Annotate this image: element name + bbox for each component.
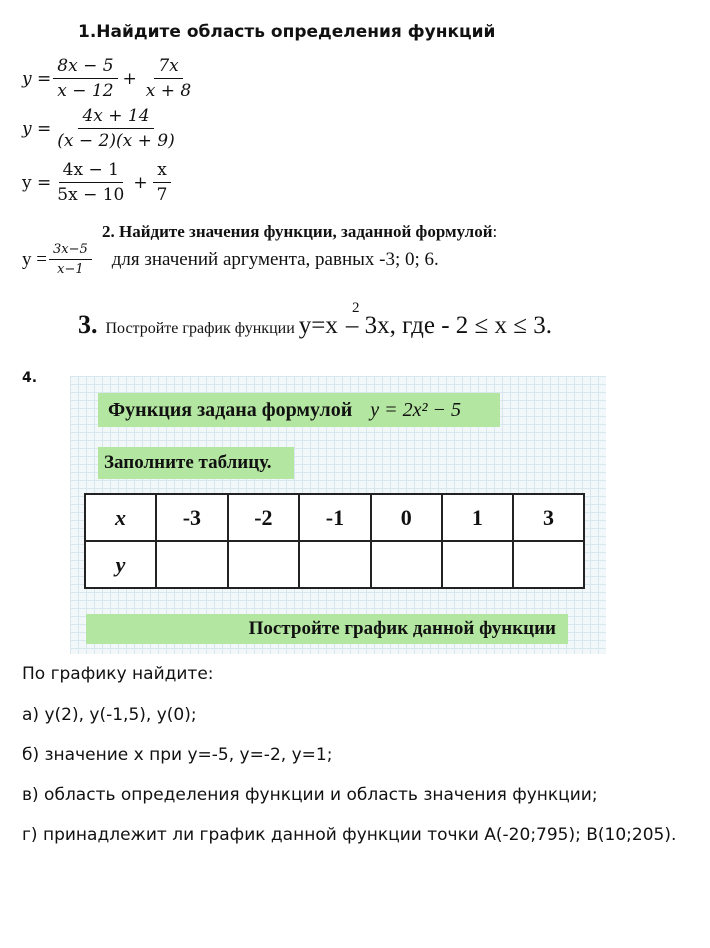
task4-formula-band — [98, 393, 500, 427]
numerator: 7x — [154, 56, 182, 79]
task3-number: 3. — [78, 310, 98, 339]
table-cell-y-empty[interactable] — [513, 541, 584, 588]
task3-rest: – 3x, где - 2 ≤ x ≤ 3. — [345, 312, 552, 339]
numerator: 3x−5 — [49, 242, 92, 260]
question-c: в) область определения функции и область значения функции; — [22, 785, 598, 805]
table-cell-y-empty[interactable] — [228, 541, 300, 588]
numerator: 4x + 14 — [78, 106, 153, 129]
equation-3 — [22, 160, 173, 205]
table-header-x: x — [85, 494, 156, 541]
table-cell-x: -2 — [228, 494, 300, 541]
denominator: 5x − 10 — [57, 185, 125, 205]
task4-plot-graph-band: Постройте график данной функции — [86, 614, 568, 644]
denominator: x−1 — [57, 262, 84, 277]
task2-fraction — [49, 242, 92, 277]
table-cell-x: 0 — [371, 494, 442, 541]
denominator: x + 8 — [145, 81, 192, 101]
task3-exponent: 2 — [352, 300, 360, 316]
table-header-y: y — [85, 541, 156, 588]
table-cell-y-empty[interactable] — [299, 541, 371, 588]
denominator: x − 12 — [57, 81, 114, 101]
task2-title — [102, 222, 497, 242]
task3-label: Постройте график функции — [105, 320, 295, 337]
numerator: 8x − 5 — [53, 56, 117, 79]
task4-formula-text: Функция задана формулой — [108, 398, 353, 421]
task2-formula-line — [22, 242, 439, 277]
table-cell-y-empty[interactable] — [442, 541, 513, 588]
question-d: г) принадлежит ли график данной функции точки А(-20;795); В(10;205). — [22, 825, 677, 845]
denominator: 7 — [156, 185, 168, 205]
task2-title-colon: : — [492, 222, 498, 241]
equation-3-fraction-a — [53, 160, 128, 205]
equation-3-lhs: y = — [22, 172, 52, 193]
table-cell-y-empty[interactable] — [371, 541, 442, 588]
numerator: x — [153, 160, 171, 183]
table-row-x — [85, 494, 584, 541]
numerator: 4x − 1 — [59, 160, 123, 183]
table-cell-x: 1 — [442, 494, 513, 541]
equation-2-fraction — [53, 106, 178, 151]
equation-1 — [22, 56, 197, 101]
plus-sign: + — [133, 172, 148, 193]
task3-line — [78, 310, 552, 340]
equation-2 — [22, 106, 181, 151]
task2-text: для значений аргумента, равных -3; 0; 6. — [111, 248, 439, 270]
task2-lhs: y = — [22, 248, 47, 270]
questions-intro: По графику найдите: — [22, 664, 214, 684]
table-cell-x: -1 — [299, 494, 371, 541]
table-row-y — [85, 541, 584, 588]
equation-1-fraction-b — [142, 56, 195, 101]
table-cell-x: -3 — [156, 494, 228, 541]
task3-formula: y=x — [298, 312, 338, 339]
equation-2-lhs: y = — [22, 118, 52, 139]
denominator: (x − 2)(x + 9) — [57, 131, 175, 151]
equation-1-fraction-a — [53, 56, 117, 101]
question-b: б) значение х при у=-5, у=-2, у=1; — [22, 745, 333, 765]
task4-fill-table-band: Заполните таблицу. — [98, 447, 294, 479]
table-cell-x: 3 — [513, 494, 584, 541]
table-cell-y-empty[interactable] — [156, 541, 228, 588]
question-a: а) у(2), у(-1,5), у(0); — [22, 705, 197, 725]
task1-title: 1.Найдите область определения функций — [78, 22, 496, 42]
equation-1-lhs: y = — [22, 68, 52, 89]
task2-title-text: 2. Найдите значения функции, заданной формулой — [102, 222, 493, 241]
plus-sign: + — [122, 68, 137, 89]
equation-3-fraction-b — [153, 160, 172, 205]
task4-formula: y = 2x² − 5 — [370, 398, 462, 421]
task4-number: 4. — [22, 370, 38, 386]
value-table — [84, 493, 585, 589]
